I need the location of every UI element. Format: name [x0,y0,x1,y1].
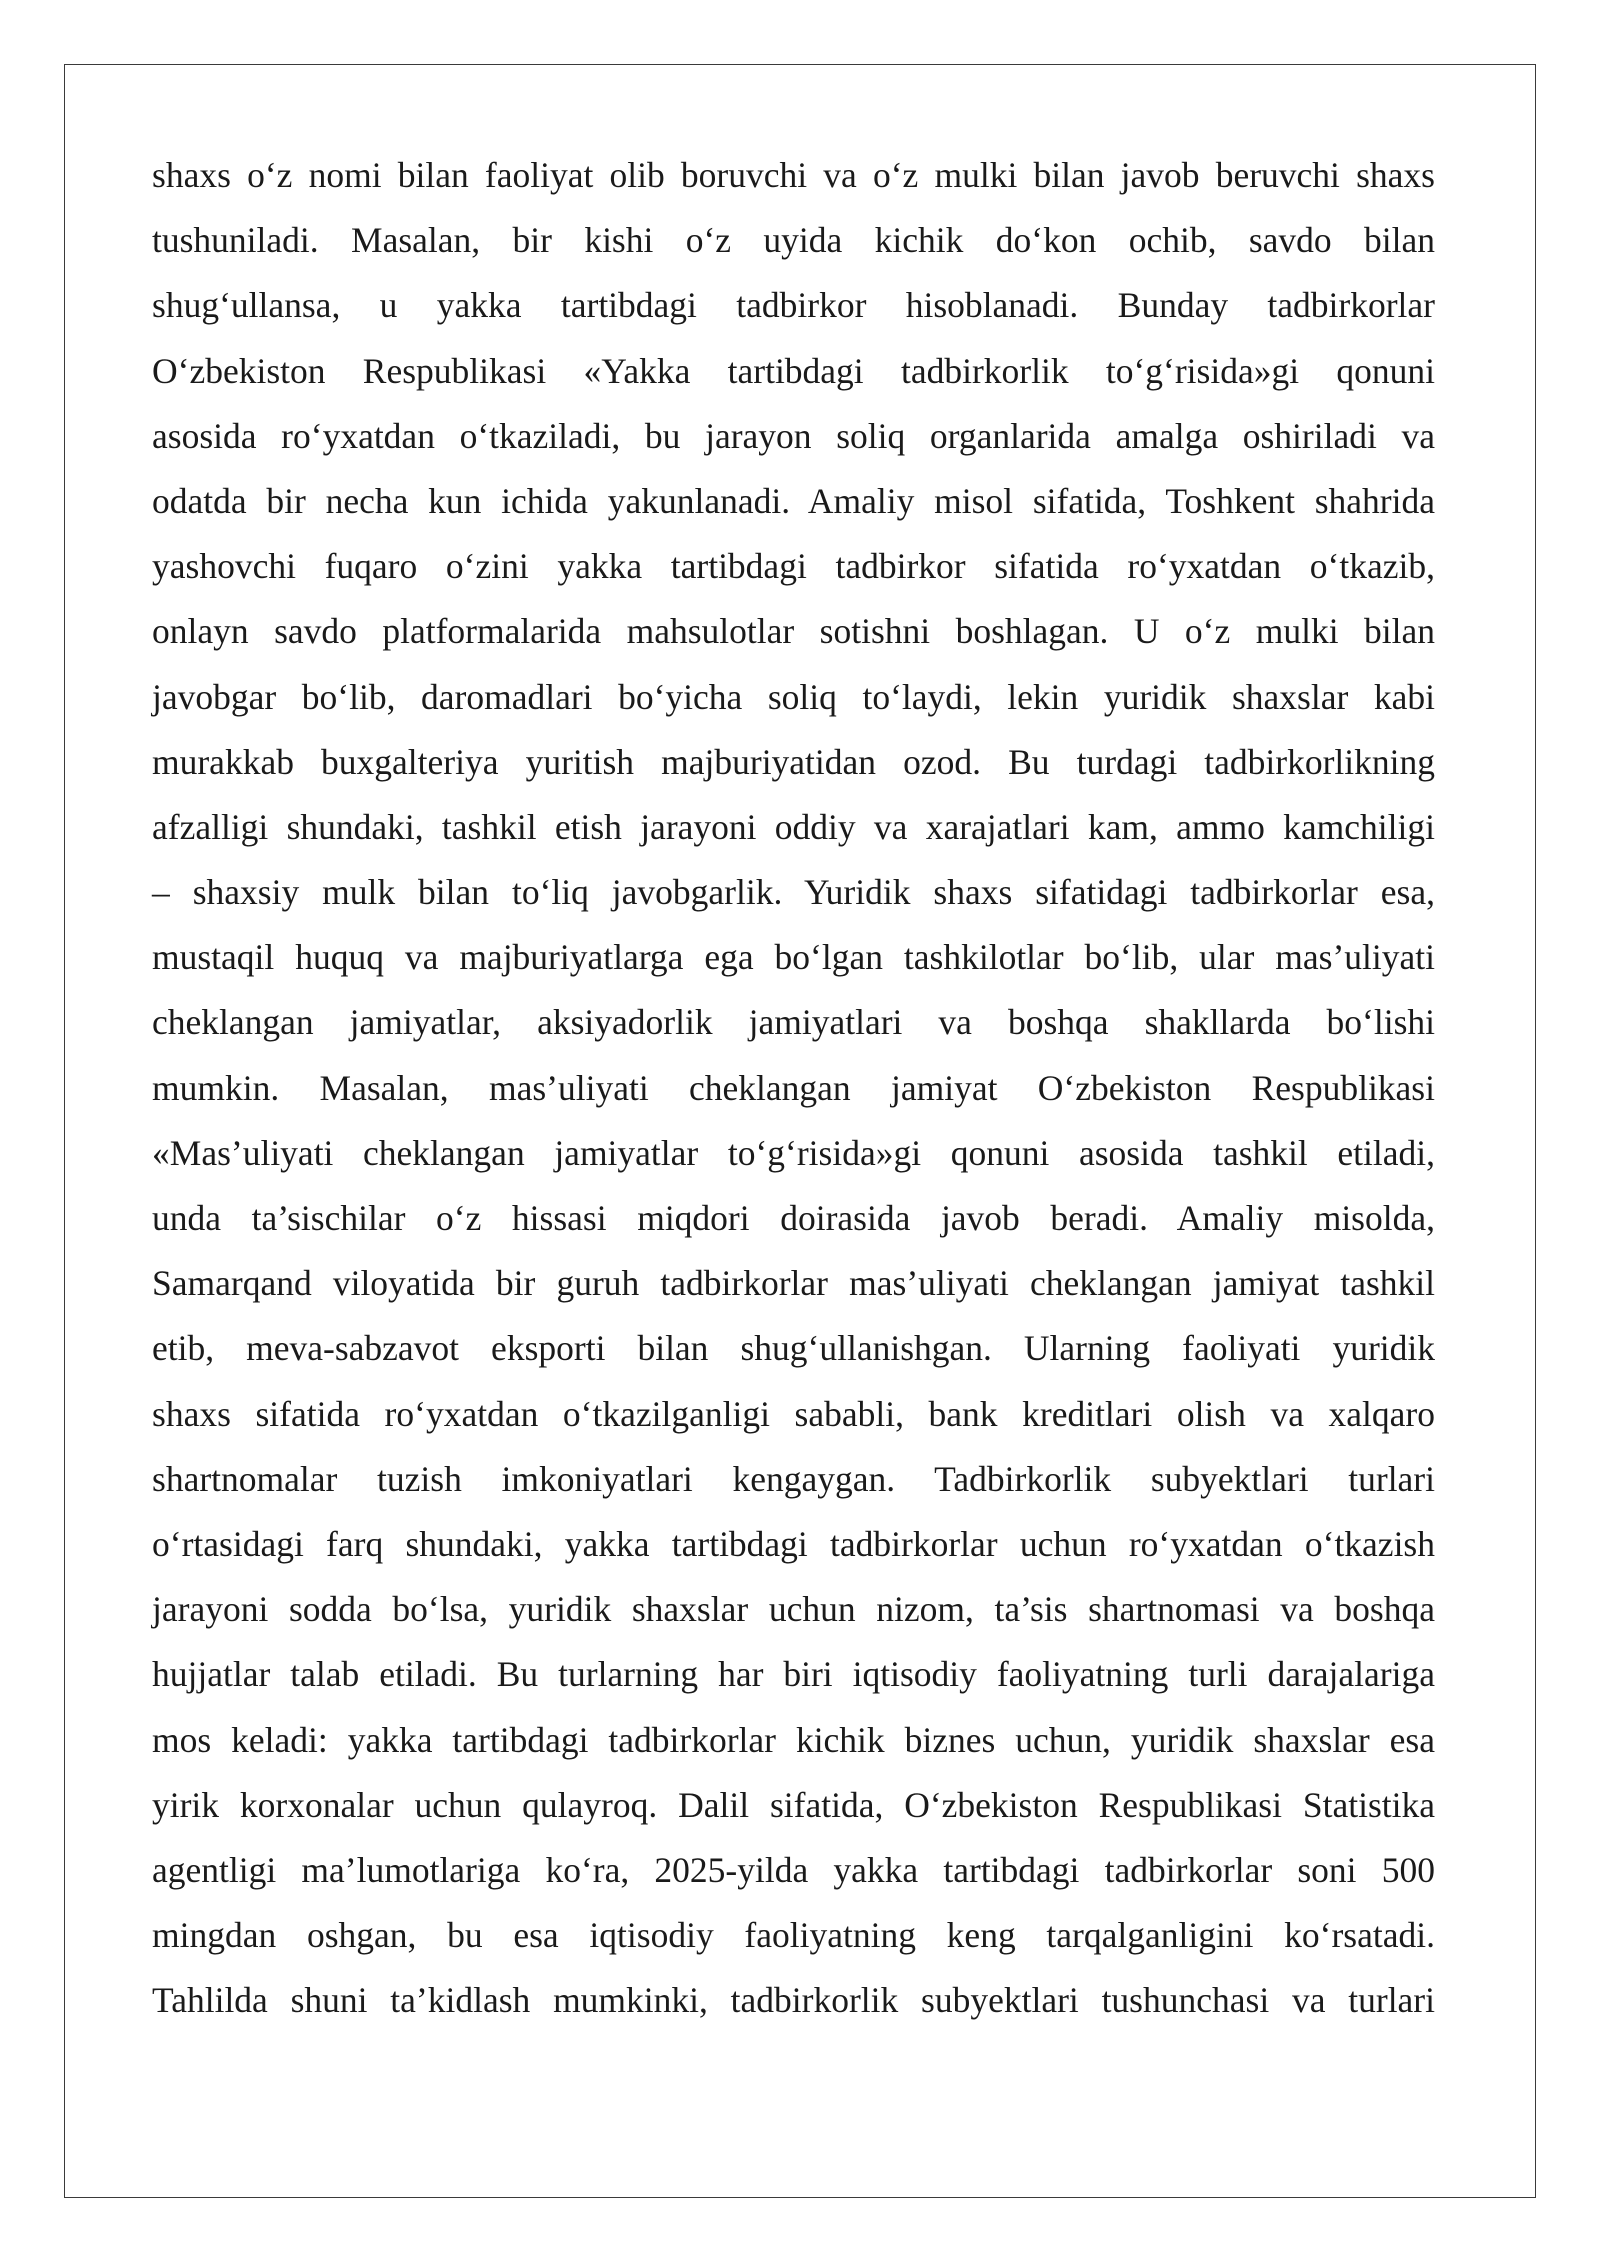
text-line: Samarqand viloyatida bir guruh tadbirkorlar mas’uliyati cheklangan jamiyat tashkil [152,1263,1435,1304]
text-line: – shaxsiy mulk bilan to‘liq javobgarlik. Yuridik shaxs sifatidagi tadbirkorlar esa, [152,872,1435,913]
text-line: javobgar bo‘lib, daromadlari bo‘yicha soliq to‘laydi, lekin yuridik shaxslar kabi [152,676,1435,717]
text-line: Tahlilda shuni ta’kidlash mumkinki, tadbirkorlik subyektlari tushunchasi va turlari [152,1980,1435,2021]
text-line: tushuniladi. Masalan, bir kishi o‘z uyida kichik do‘kon ochib, savdo bilan [152,220,1435,261]
text-line: hujjatlar talab etiladi. Bu turlarning har biri iqtisodiy faoliyatning turli darajalariga [152,1654,1435,1695]
body-paragraph [152,143,1435,2033]
text-line: shug‘ullansa, u yakka tartibdagi tadbirkor hisoblanadi. Bunday tadbirkorlar [152,285,1435,326]
text-line: shaxs o‘z nomi bilan faoliyat olib boruvchi va o‘z mulki bilan javob beruvchi shaxs [152,155,1435,195]
text-line: afzalligi shundaki, tashkil etish jarayoni oddiy va xarajatlari kam, ammo kamchiligi [152,806,1435,847]
text-line: etib, meva-sabzavot eksporti bilan shug‘ullanishgan. Ularning faoliyati yuridik [152,1328,1435,1369]
text-line: odatda bir necha kun ichida yakunlanadi. Amaliy misol sifatida, Toshkent shahrida [152,480,1435,521]
text-line: mumkin. Masalan, mas’uliyati cheklangan jamiyat O‘zbekiston Respublikasi [152,1067,1435,1108]
text-line: cheklangan jamiyatlar, aksiyadorlik jamiyatlari va boshqa shakllarda bo‘lishi [152,1002,1435,1043]
text-line: onlayn savdo platformalarida mahsulotlar sotishni boshlagan. U o‘z mulki bilan [152,611,1435,652]
text-line: asosida ro‘yxatdan o‘tkaziladi, bu jarayon soliq organlarida amalga oshiriladi va [152,415,1435,456]
text-line: «Mas’uliyati cheklangan jamiyatlar to‘g‘risida»gi qonuni asosida tashkil etiladi, [152,1132,1435,1173]
text-line: unda ta’sischilar o‘z hissasi miqdori doirasida javob beradi. Amaliy misolda, [152,1198,1435,1238]
text-line: mos keladi: yakka tartibdagi tadbirkorlar kichik biznes uchun, yuridik shaxslar esa [152,1719,1435,1760]
text-line: murakkab buxgalteriya yuritish majburiyatidan ozod. Bu turdagi tadbirkorlikning [152,741,1435,782]
text-line: agentligi ma’lumotlariga ko‘ra, 2025-yilda yakka tartibdagi tadbirkorlar soni 500 [152,1849,1435,1890]
text-line: O‘zbekiston Respublikasi «Yakka tartibdagi tadbirkorlik to‘g‘risida»gi qonuni [152,350,1435,391]
text-line: yirik korxonalar uchun qulayroq. Dalil sifatida, O‘zbekiston Respublikasi Statistika [152,1784,1435,1825]
text-line: shaxs sifatida ro‘yxatdan o‘tkazilganligi sababli, bank kreditlari olish va xalqaro [152,1393,1435,1434]
text-line: yashovchi fuqaro o‘zini yakka tartibdagi tadbirkor sifatida ro‘yxatdan o‘tkazib, [152,546,1435,587]
text-line: o‘rtasidagi farq shundaki, yakka tartibdagi tadbirkorlar uchun ro‘yxatdan o‘tkazish [152,1523,1435,1564]
text-line: shartnomalar tuzish imkoniyatlari kengaygan. Tadbirkorlik subyektlari turlari [152,1458,1435,1499]
text-line: jarayoni sodda bo‘lsa, yuridik shaxslar uchun nizom, ta’sis shartnomasi va boshqa [152,1589,1435,1630]
text-line: mingdan oshgan, bu esa iqtisodiy faoliyatning keng tarqalganligini ko‘rsatadi. [152,1915,1435,1956]
text-line: mustaqil huquq va majburiyatlarga ega bo‘lgan tashkilotlar bo‘lib, ular mas’uliyati [152,937,1435,978]
